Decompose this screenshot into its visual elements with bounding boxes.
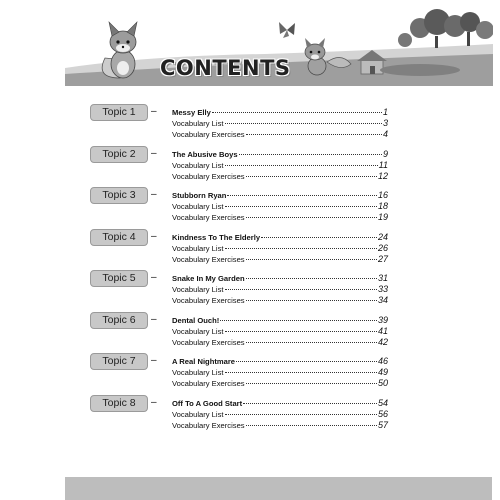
topic-label: Topic 5 [90,270,148,287]
toc-story-entry [172,190,388,201]
topic-dash: – [151,355,157,366]
toc-topic [90,270,390,310]
toc-sub-entry [172,378,388,389]
entry-title: Vocabulary Exercises [172,337,245,347]
dot-leader [243,403,377,404]
toc-story-entry [172,315,388,326]
topic-dash: – [151,396,157,408]
dot-leader [225,165,378,166]
entry-title: Vocabulary List [172,285,224,294]
entry-title: Vocabulary Exercises [172,254,245,264]
topic-label: Topic 6 [90,312,148,329]
topic-dash: – [151,272,157,283]
entry-title: Kindness To The Elderly [172,232,261,242]
dot-leader [212,112,382,113]
toc-topic [90,104,390,144]
toc-sub-entry [172,171,388,182]
dot-leader [225,414,377,415]
page-number: 46 [377,356,388,366]
page-number: 24 [377,231,388,242]
topic-label: Topic 8 [90,395,148,412]
dot-leader [236,361,377,362]
entry-title: Vocabulary List [172,243,224,253]
toc-sub-entry [172,118,388,129]
dot-leader [246,134,382,135]
page-number: 42 [377,336,388,347]
toc-topic [90,229,390,269]
entry-title: Snake In My Garden [172,274,245,283]
page-number: 56 [377,408,388,419]
toc-story-entry [172,398,388,409]
toc-sub-entry [172,243,388,254]
dot-leader [239,154,382,155]
toc-story-entry [172,356,388,367]
topic-label: Topic 2 [90,146,148,163]
toc-topic [90,187,390,227]
toc-sub-entry [172,160,388,171]
toc-topic [90,353,390,393]
toc-sub-entry [172,409,388,420]
dot-leader [246,300,377,301]
toc-story-entry [172,232,388,243]
page-number: 3 [382,118,388,128]
dot-leader [225,289,377,290]
topic-label: Topic 3 [90,187,148,204]
page-number: 11 [378,159,388,170]
toc-sub-entry [172,295,388,306]
entry-title: Vocabulary Exercises [172,379,245,388]
topic-label: Topic 7 [90,353,148,370]
topic-label: Topic 1 [90,104,148,121]
entry-title: Off To A Good Start [172,398,243,408]
dot-leader [220,320,377,321]
page-number: 27 [377,253,388,264]
toc-sub-entry [172,284,388,295]
page-number: 19 [377,212,388,222]
page-number: 18 [377,201,388,211]
dot-leader [246,259,377,260]
footer-bar [65,477,492,500]
toc-sub-entry [172,129,388,140]
entry-title: Vocabulary Exercises [172,420,245,430]
fox-left-illustration [102,22,137,78]
page-number: 9 [382,148,388,159]
toc-topic [90,395,390,435]
dot-leader [225,372,377,373]
page-title: CONTENTS [160,56,291,80]
toc-story-entry [172,273,388,284]
page-number: 57 [377,419,388,430]
entry-title: Vocabulary List [172,409,224,419]
entry-title: Messy Elly [172,108,211,117]
page-number: 50 [377,378,388,388]
page-number: 41 [377,325,388,336]
dot-leader [227,195,377,196]
dot-leader [246,383,377,384]
page-number: 34 [377,295,388,305]
entry-title: Dental Ouch! [172,315,220,325]
toc-sub-entry [172,367,388,378]
page-number: 54 [377,397,388,408]
topic-dash: – [151,189,157,200]
entry-title: Vocabulary List [172,160,224,170]
trees-illustration [398,9,493,48]
topic-dash: – [151,147,157,159]
toc-sub-entry [172,254,388,265]
entry-title: A Real Nightmare [172,357,236,366]
dot-leader [246,425,377,426]
dot-leader [246,342,377,343]
entry-title: Vocabulary Exercises [172,296,245,305]
entry-title: The Abusive Boys [172,149,238,159]
topic-dash: – [151,106,157,117]
toc-story-entry [172,149,388,160]
toc-topic [90,312,390,352]
dot-leader [225,331,377,332]
page-number: 4 [382,129,388,139]
page-number: 12 [377,170,388,181]
dot-leader [225,248,377,249]
page-number: 16 [377,190,388,200]
dot-leader [246,278,377,279]
topic-dash: – [151,313,157,325]
entry-title: Vocabulary List [172,202,224,211]
dot-leader [246,217,377,218]
entry-title: Vocabulary Exercises [172,213,245,222]
entry-title: Vocabulary List [172,119,224,128]
entry-title: Vocabulary Exercises [172,130,245,139]
toc-topic [90,146,390,186]
page-number: 49 [377,367,388,377]
page-number: 33 [377,284,388,294]
toc-sub-entry [172,212,388,223]
dot-leader [225,206,377,207]
page-number: 31 [377,273,388,283]
butterfly-icon [279,22,295,38]
entry-title: Vocabulary List [172,368,224,377]
topic-dash: – [151,230,157,242]
toc-sub-entry [172,420,388,431]
topic-label: Topic 4 [90,229,148,246]
page-number: 1 [382,107,388,117]
entry-title: Vocabulary Exercises [172,171,245,181]
page-number: 39 [377,314,388,325]
dot-leader [225,123,382,124]
page-number: 26 [377,242,388,253]
toc-sub-entry [172,201,388,212]
entry-title: Vocabulary List [172,326,224,336]
toc-sub-entry [172,326,388,337]
entry-title: Stubborn Ryan [172,191,227,200]
dot-leader [261,237,377,238]
dot-leader [246,176,377,177]
toc-sub-entry [172,337,388,348]
toc-story-entry [172,107,388,118]
